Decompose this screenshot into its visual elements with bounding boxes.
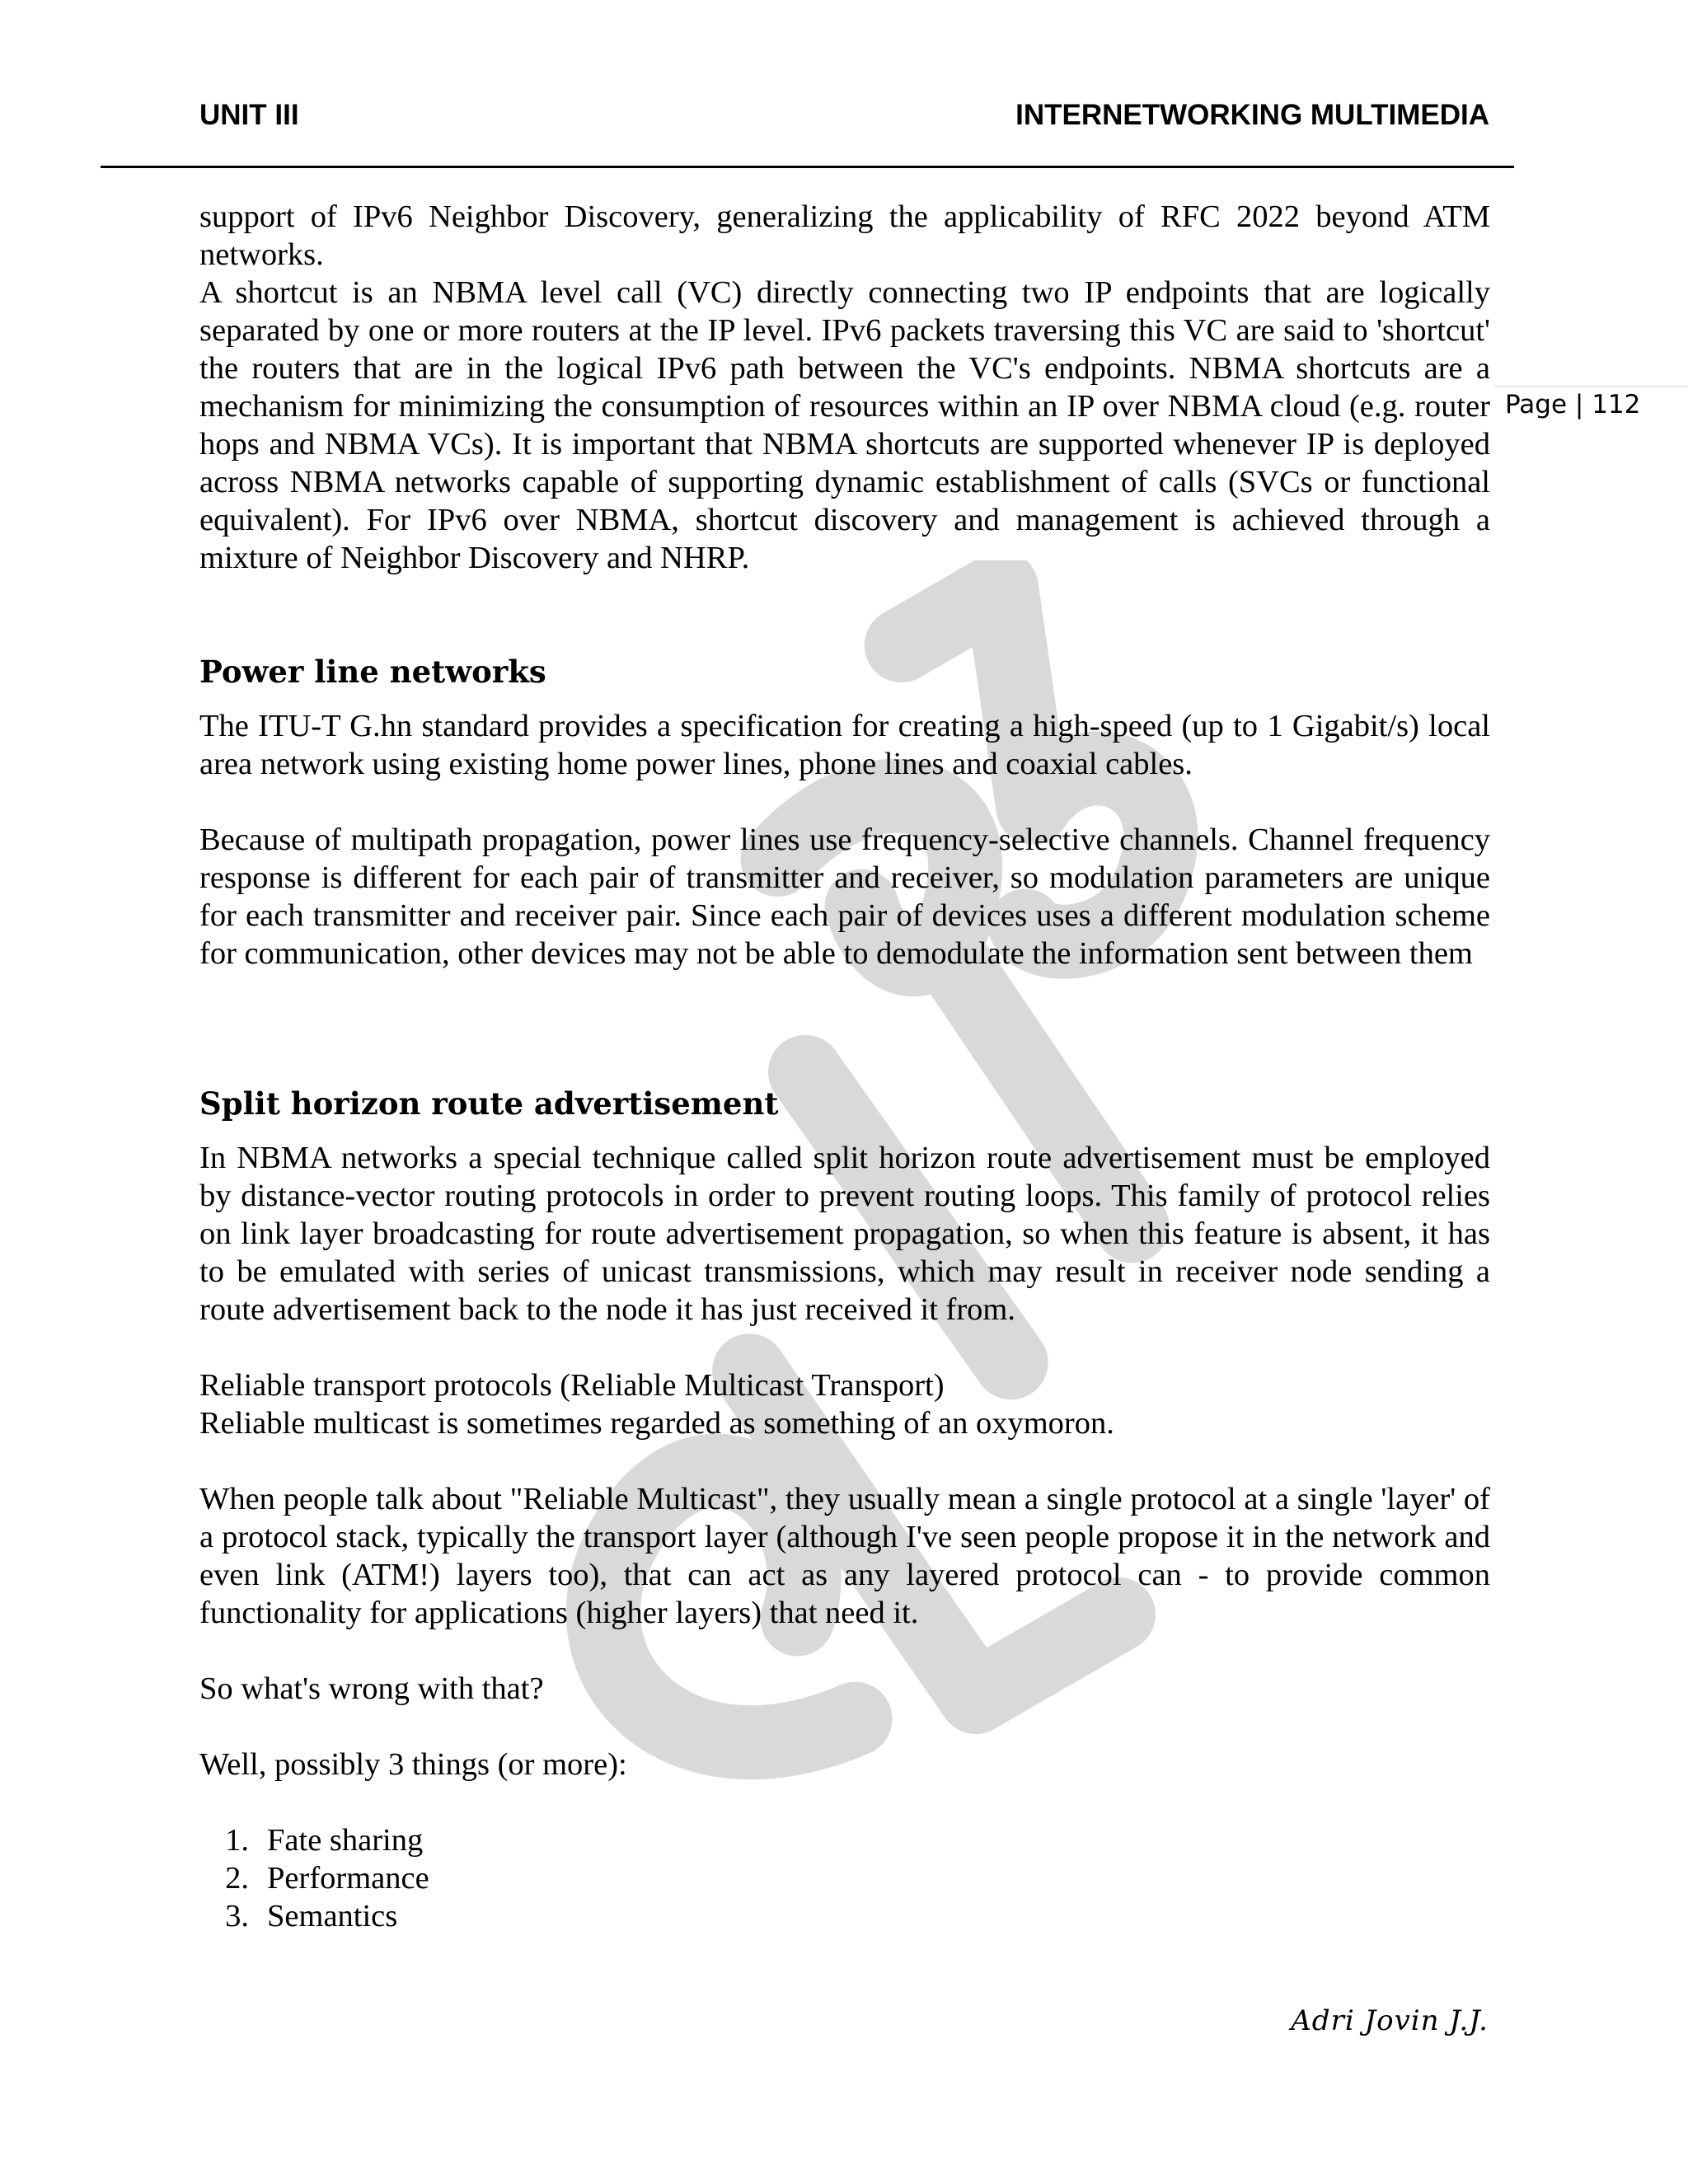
power-paragraph-2: Because of multipath propagation, power lines use frequency-selective channels. Channel frequency response is different for each pair of transmitter and receiver, so modulation parameters are unique for each transmitter and receiver pair. Since each pair of devices uses a different modulation scheme for communication, other devices may not be able to demodulate the information sent between them bbox=[199, 823, 1490, 971]
section-heading-split-horizon: Split horizon route advertisement bbox=[199, 1085, 779, 1122]
intro-block bbox=[199, 198, 1490, 577]
header-title: INTERNETWORKING MULTIMEDIA bbox=[1015, 99, 1489, 131]
page-number-divider bbox=[1493, 386, 1688, 387]
unit-label: UNIT III bbox=[199, 99, 299, 131]
reliable-line-2: Reliable multicast is sometimes regarded as something of an oxymoron. bbox=[199, 1406, 1114, 1441]
reliable-line-1: Reliable transport protocols (Reliable Multicast Transport) bbox=[199, 1368, 945, 1403]
paragraph-gap bbox=[199, 1329, 1490, 1366]
header-divider bbox=[101, 166, 1514, 168]
when-paragraph: When people talk about "Reliable Multicast", they usually mean a single protocol at a single 'layer' of a protocol stack, typically the transport layer (although I've seen people propose it in the network and even link (ATM!) layers too), that can act as any layered protocol can - to provide common functionality for applications (higher layers) that need it. bbox=[199, 1482, 1490, 1630]
power-line-block bbox=[199, 707, 1490, 972]
split-horizon-block bbox=[199, 1139, 1490, 1935]
paragraph-gap bbox=[199, 1632, 1490, 1670]
list-item-text: Semantics bbox=[267, 1899, 398, 1933]
author-signature: Adri Jovin J.J. bbox=[1291, 2004, 1489, 2037]
paragraph-gap bbox=[199, 1442, 1490, 1480]
list-item-text: Performance bbox=[267, 1861, 429, 1896]
page-number: Page | 112 bbox=[1505, 390, 1641, 419]
list-item-number: 3. bbox=[225, 1899, 249, 1933]
split-paragraph: In NBMA networks a special technique called split horizon route advertisement must be employed by distance-vector routing protocols in order to prevent routing loops. This family of protocol relies on link layer broadcasting for route advertisement propagation, so when this feature is absent, it has to be emulated with series of unicast transmissions, which may result in receiver node sending a route advertisement back to the node it has just received it from. bbox=[199, 1141, 1490, 1327]
section-heading-power-line: Power line networks bbox=[199, 654, 546, 690]
paragraph-gap bbox=[199, 783, 1490, 821]
intro-paragraph-2: A shortcut is an NBMA level call (VC) directly connecting two IP endpoints that are logically separated by one or more routers at the IP level. IPv6 packets traversing this VC are said to 'shortcut' the routers that are in the logical IPv6 path between the VC's endpoints. NBMA shortcuts are a mechanism for minimizing the consumption of resources within an IP over NBMA cloud (e.g. router hops and NBMA VCs). It is important that NBMA shortcuts are supported whenever IP is deployed across NBMA networks capable of supporting dynamic establishment of calls (SVCs or functional equivalent). For IPv6 over NBMA, shortcut discovery and management is achieved through a mixture of Neighbor Discovery and NHRP. bbox=[199, 275, 1490, 575]
well-line: Well, possibly 3 things (or more): bbox=[199, 1747, 627, 1782]
list-item-number: 1. bbox=[225, 1823, 249, 1858]
paragraph-gap bbox=[199, 1783, 1490, 1821]
question-line: So what's wrong with that? bbox=[199, 1671, 544, 1706]
list-item bbox=[199, 1897, 1490, 1935]
list-item bbox=[199, 1859, 1490, 1897]
list-item bbox=[199, 1821, 1490, 1859]
paragraph-gap bbox=[199, 1708, 1490, 1746]
list-item-text: Fate sharing bbox=[267, 1823, 424, 1858]
numbered-list bbox=[199, 1821, 1490, 1935]
power-paragraph-1: The ITU-T G.hn standard provides a specification for creating a high-speed (up to 1 Gigabit/s) local area network using existing home power lines, phone lines and coaxial cables. bbox=[199, 709, 1490, 781]
list-item-number: 2. bbox=[225, 1861, 249, 1896]
intro-paragraph-1: support of IPv6 Neighbor Discovery, generalizing the applicability of RFC 2022 beyond ATM networks. bbox=[199, 199, 1490, 272]
